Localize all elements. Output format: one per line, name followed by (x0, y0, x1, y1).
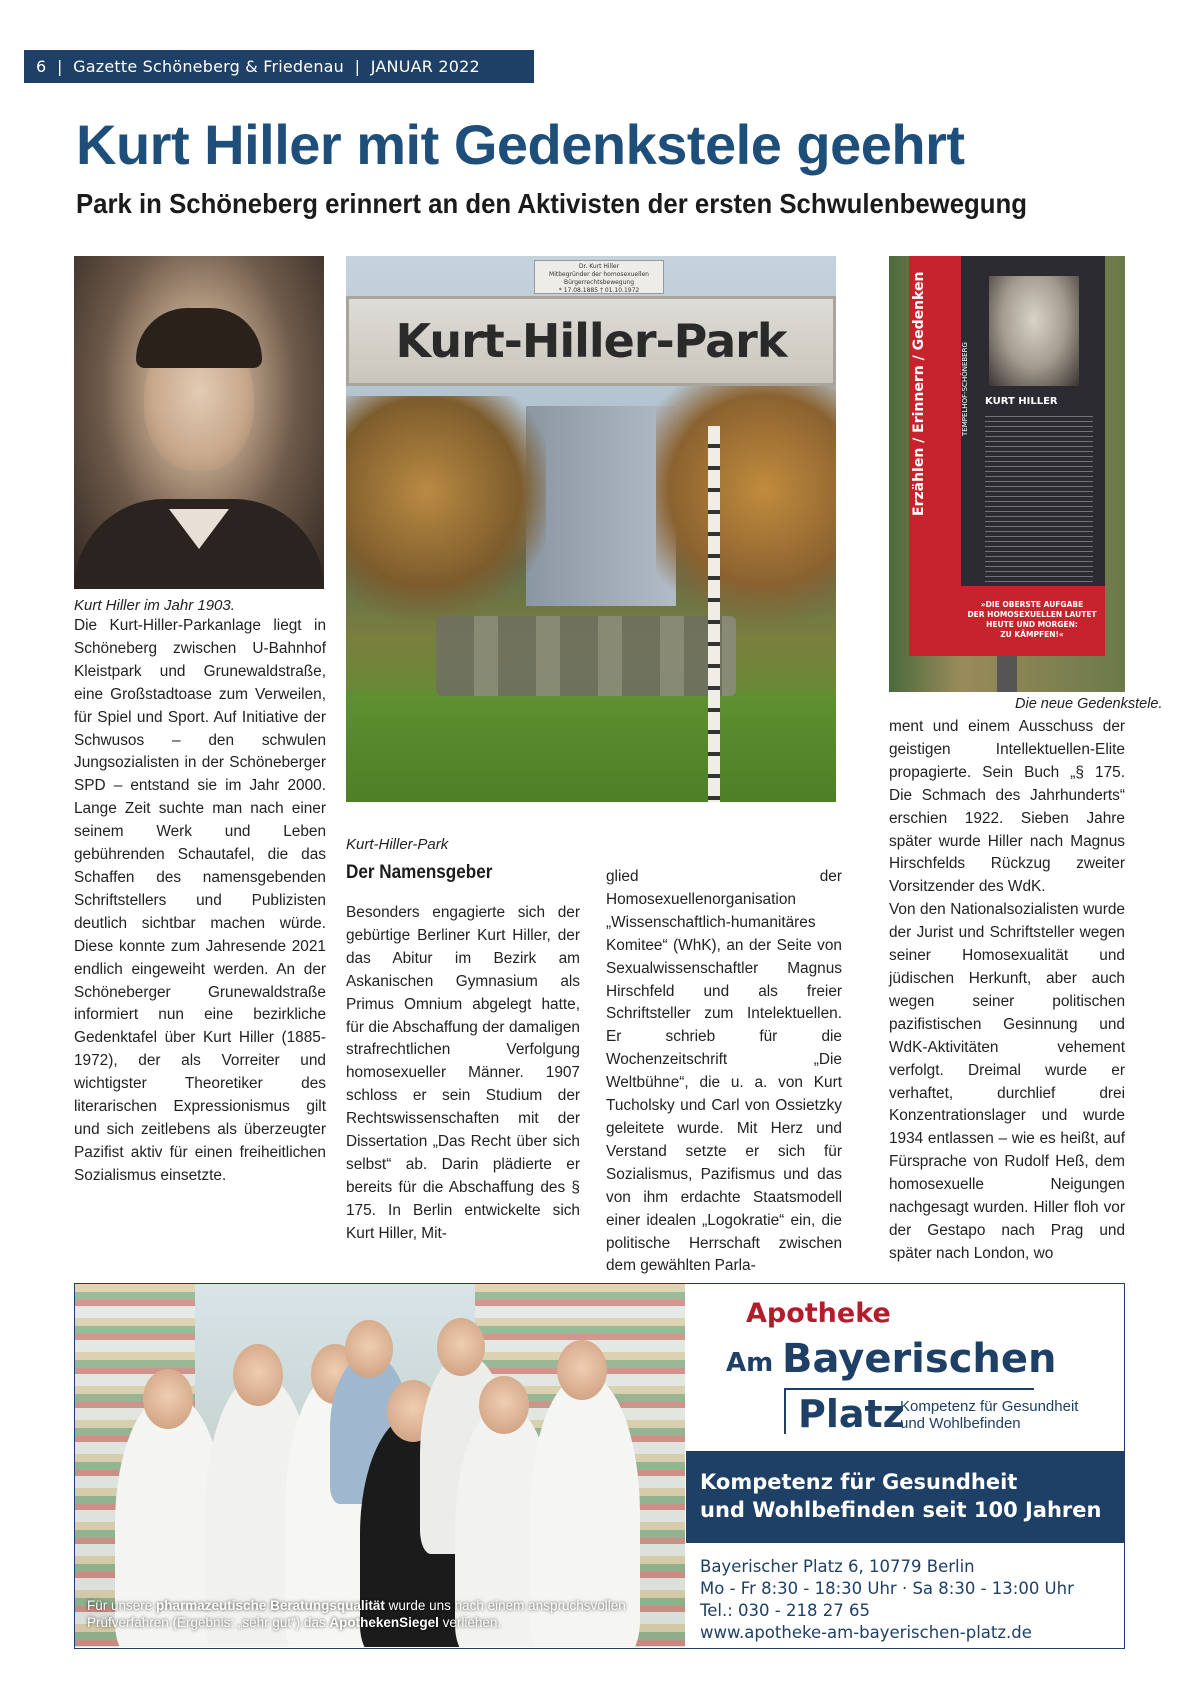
park-lawn (346, 692, 836, 802)
stele-district-label: TEMPELHOF-SCHÖNEBERG (961, 342, 969, 436)
park-photo (346, 256, 836, 802)
page-number: 6 (36, 57, 47, 76)
staff-head (479, 1376, 529, 1434)
kurt-hiller-portrait-photo (74, 256, 324, 589)
stele-quote (959, 586, 1105, 656)
stele-quote-line: »DIE OBERSTE AUFGABE (980, 600, 1084, 609)
stele-text-block (985, 416, 1093, 586)
caption-bold: pharmazeutische Beratungsqualität (156, 1598, 385, 1613)
ad-slogan-band (686, 1451, 1125, 1543)
portrait-hair (136, 308, 262, 368)
staff-head (233, 1344, 283, 1406)
park-tree-left (346, 396, 546, 636)
caption-text: Für unsere (87, 1598, 157, 1613)
stele-name: KURT HILLER (985, 396, 1058, 407)
article-column-4 (889, 716, 1125, 1266)
pharmacy-contact (700, 1556, 1120, 1644)
article-subheadline: Park in Schöneberg erinnert an den Aktivisten der ersten Schwulenbewegung (76, 188, 1027, 219)
publication-name: Gazette Schöneberg & Friedenau (73, 57, 345, 76)
stele-vertical-title (911, 468, 941, 516)
portrait-caption: Kurt Hiller im Jahr 1903. (74, 597, 235, 614)
slogan-line: und Wohlbefinden seit 100 Jahren (700, 1498, 1102, 1522)
subsign-line: Mitbegründer der homosexuellen (549, 271, 649, 278)
brand-rule (784, 1388, 1034, 1390)
stele-caption: Die neue Gedenkstele. (1015, 696, 1163, 712)
staff-head (557, 1340, 607, 1400)
header-separator: | (46, 57, 74, 76)
park-stones (436, 616, 736, 696)
pharmacy-info-panel (686, 1284, 1125, 1647)
pharmacy-website: www.apotheke-am-bayerischen-platz.de (700, 1623, 1032, 1642)
pharmacy-team-photo (75, 1284, 685, 1647)
caption-text: verliehen. (438, 1615, 502, 1630)
stele-post (997, 656, 1017, 692)
article-column-3 (606, 866, 842, 1278)
brand-bayerischen: Bayerischen (782, 1336, 1057, 1382)
park-sign-text: Kurt-Hiller-Park (395, 314, 787, 368)
column-text: Die Kurt-Hiller-Parkanlage liegt in Schöneberg zwischen U-Bahnhof Kleistpark und Grunewaldstraße, eine Großstadtoase zum Verweilen, für Spiel und Sport. Auf Initiative der Schwusos – den schwulen Jungsozialisten in der Schöneberger SPD – entstand sie im Jahr 2000. Lange Zeit suchte man nach einer seinem Werk und Leben gebührenden Schautafel, die das Schaffen des namensgebenden Schriftstellers und Publizisten deutlich sichtbar machen würde. Diese konnte zum Jahresende 2021 endlich eingeweiht werden. An der Schöneberger Grunewaldstraße informiert nun eine bezirkliche Gedenktafel über Kurt Hiller (1885-1972), der als Vorreiter und wichtigster Theoretiker des literarischen Expressionismus gilt und sich zeitlebens als überzeugter Pazifist aktiv für einen freiheitlichen Sozialismus einsetzte. (74, 617, 326, 1184)
park-subsign (534, 260, 664, 294)
stele-quote-line: DER HOMOSEXUELLEN LAUTET (967, 610, 1097, 619)
header-separator: | (344, 57, 371, 76)
subsign-line: Bürgerrechtsbewegung (563, 279, 635, 286)
column-text: ment und einem Ausschuss der geistigen Intellektuellen-Elite propagierte. Sein Buch „§ 175. Die Schmach des Jahrhunderts“ erschien 1922. Sieben Jahre später wurde Hiller nach Magnus Hirschfelds Rückzug zweiter Vorsitzender des WdK. Von den Nationalsozialisten wurde der Jurist und Schriftsteller wegen seiner Homosexualität und jüdischen Herkunft, aber auch wegen seiner politischen pazifistischen Gesinnung und WdK-Aktivitäten vehement verfolgt. Dreimal wurde er verhaftet, durchlief drei Konzentrationslager und wurde 1934 entlassen – wie es heißt, auf Fürsprache von Rudolf Heß, dem homosexuelle Neigungen nachgesagt wurden. Hiller floh vor der Gestapo nach Prag und später nach London, wo (889, 718, 1125, 1262)
park-birch-tree (708, 426, 720, 802)
brand-rule-vertical (784, 1388, 786, 1434)
section-heading: Der Namensgeber (346, 862, 493, 883)
park-street-sign (346, 296, 836, 386)
brand-am: Am (726, 1348, 774, 1378)
pharmacy-hours: Mo - Fr 8:30 - 18:30 Uhr · Sa 8:30 - 13:00 Uhr (700, 1579, 1074, 1598)
article-column-2 (346, 902, 580, 1246)
park-building (526, 406, 676, 606)
park-caption: Kurt-Hiller-Park (346, 836, 449, 853)
staff-head (345, 1320, 393, 1378)
staff-head (437, 1318, 485, 1376)
stele-portrait (989, 276, 1079, 386)
caption-text: wurde uns nach einem anspruchsvollen Prüfverfahren (Ergebnis: „sehr gut“) das (87, 1598, 626, 1630)
pharmacy-advertisement (74, 1283, 1125, 1649)
caption-bold: ApothekenSiegel (329, 1615, 439, 1630)
subsign-line: * 17.08.1885 † 01.10.1972 (558, 287, 640, 294)
stele-quote-line: HEUTE UND MORGEN: (986, 620, 1078, 629)
pharmacy-phone: Tel.: 030 - 218 27 65 (700, 1601, 870, 1620)
brand-platz: Platz (798, 1392, 905, 1436)
park-tree-right (656, 386, 836, 646)
column-text: Besonders engagierte sich der gebürtige Berliner Kurt Hiller, der das Abitur im Bezirk am Askanischen Gymnasium als Primus Omnium abgelegt hatte, für die Abschaffung der damaligen strafrechtlichen Verfolgung homosexueller Männer. 1907 schloss er sein Studium der Rechtswissenschaften mit der Dissertation „Das Recht über sich selbst“ ab. Darin plädierte er bereits für die Abschaffung des § 175. In Berlin entwickelte sich Kurt Hiller, Mit- (346, 904, 580, 1242)
article-headline: Kurt Hiller mit Gedenkstele geehrt (76, 113, 965, 176)
pharmacy-address: Bayerischer Platz 6, 10779 Berlin (700, 1557, 975, 1576)
stele-quote-line: ZU KÄMPFEN!« (1000, 630, 1064, 639)
staff-head (143, 1369, 193, 1429)
article-column-1 (74, 615, 326, 1188)
ad-photo-caption (87, 1597, 677, 1631)
brand-tagline: Kompetenz für Gesundheit und Wohlbefinden (900, 1398, 1079, 1432)
slogan-line: Kompetenz für Gesundheit (700, 1470, 1018, 1494)
subsign-line: Dr. Kurt Hiller (578, 263, 620, 270)
page-header-bar (24, 50, 534, 83)
column-text: glied der Homosexuellenorganisation „Wissenschaftlich-humanitäres Komitee“ (WhK), an der Seite von Sexualwissenschaftler Magnus Hirschfeld und als freier Schriftsteller zum Intelektuellen. Er schrieb für die Wochenzeitschrift „Die Weltbühne“, die u. a. von Kurt Tucholsky und Carl von Ossietzky geleitete wurde. Mit Herz und Verstand setzte er sich für Sozialismus, Pazifismus und das von ihm erdachte Staatsmodell einer idealen „Logokratie“ ein, die politische Herrschaft zwischen dem gewählten Parla- (606, 868, 842, 1275)
brand-apotheke: Apotheke (746, 1298, 891, 1329)
stele-photo (889, 256, 1125, 692)
issue-date: JANUAR 2022 (370, 57, 480, 76)
